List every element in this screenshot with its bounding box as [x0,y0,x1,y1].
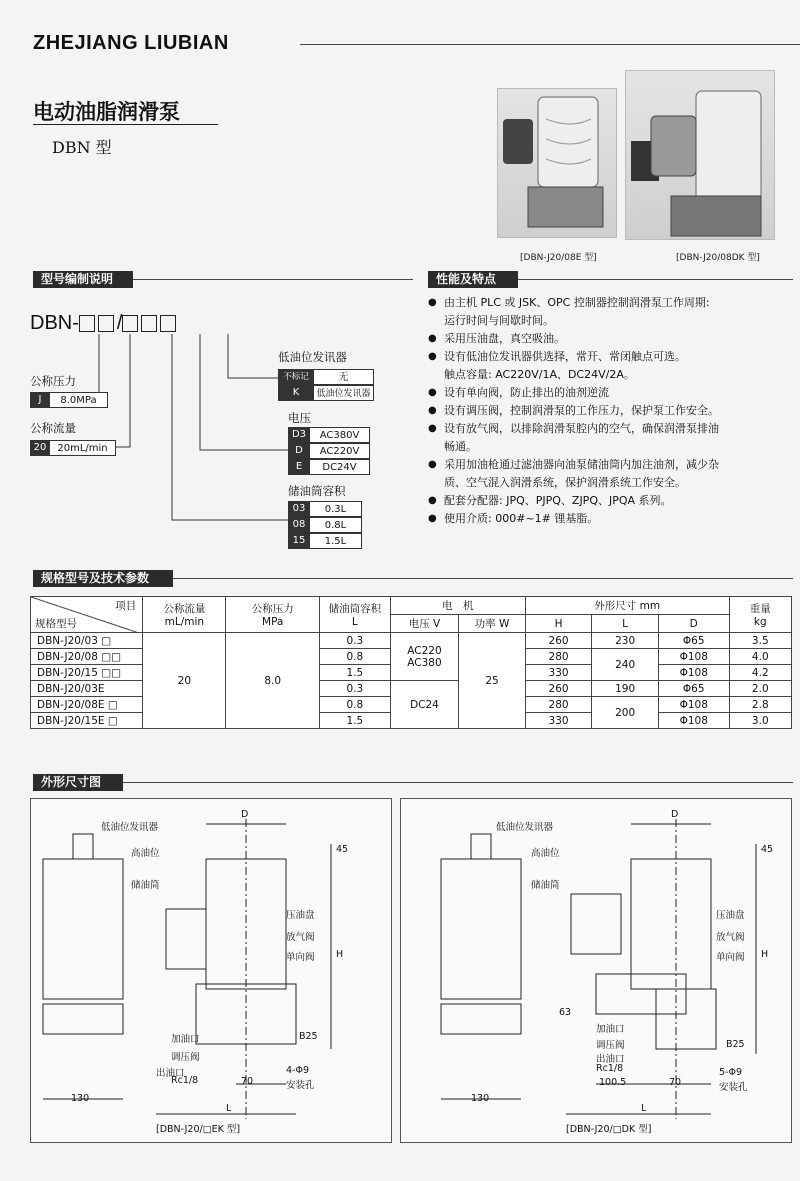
pump-icon [626,71,776,241]
header-weight: 重量 kg [729,597,791,633]
option-key: J [30,392,50,408]
list-item: ● 配套分配器: JPQ、PJPQ、ZJPQ、JPQA 系列。 [428,492,793,510]
pump-icon [498,89,618,239]
section-header-model-code: 型号编制说明 [33,271,133,288]
dim-D: D [241,809,249,820]
drawing-caption: [DBN-J20/□EK 型] [156,1124,241,1135]
volume-options [288,501,362,549]
label-low-level: 低油位发讯器 [496,822,554,833]
label-thread: Rc1/8 [596,1063,624,1074]
label-high-level: 高油位 [131,848,160,859]
label-mount: 安装孔 [719,1082,748,1093]
list-item: ● 由主机 PLC 或 JSK、OPC 控制器控制润滑泵工作周期: [428,294,793,312]
section-header-outline: 外形尺寸图 [33,774,123,791]
dim-45: 45 [761,844,774,855]
dim-D: D [671,809,679,820]
drawing-caption: [DBN-J20/□DK 型] [566,1124,652,1135]
header-item: 项目 [115,600,137,612]
option-value: 20mL/min [50,440,116,456]
option-value: 1.5L [310,533,362,549]
header-model: 规格型号 [35,618,77,630]
dim-H: H [761,949,769,960]
table-row: DBN-J20/08E □ 0.8 280 200 Φ108 2.8 [31,697,792,713]
option-key: 不标记 [278,369,314,385]
option-value: 0.3L [310,501,362,517]
photo-caption-right: [DBN-J20/08DK 型] [676,253,760,263]
dim-45: 45 [336,844,349,855]
section-divider [173,578,793,579]
voltage-title: 电压 [288,411,311,425]
product-photo-left [497,88,617,238]
page-subtitle: DBN 型 [52,138,112,157]
option-value: 0.8L [310,517,362,533]
dim-63: 63 [559,1007,572,1018]
label-holes: 5-Φ9 [719,1067,742,1078]
brand-name: ZHEJIANG LIUBIAN [33,32,229,54]
header-dim: 外形尺寸 mm [525,597,729,615]
dim-70: 70 [669,1077,682,1088]
option-key: E [288,459,310,475]
header-motor: 电 机 [390,597,525,615]
list-item: ● 采用压油盘，真空吸油。 [428,330,793,348]
option-value: AC380V [310,427,370,443]
option-value: 低油位发讯器 [314,385,374,401]
model-prefix: DBN- [30,312,79,334]
header-H: H [525,615,592,633]
dim-L: L [641,1103,647,1114]
label-vent-valve: 放气阀 [716,932,745,943]
low-level-options [278,369,374,401]
label-fill-port: 加油口 [171,1034,200,1045]
label-fill-port: 加油口 [596,1024,625,1035]
dim-B25: B25 [726,1039,745,1050]
table-row: DBN-J20/15E □ 1.5 330 Φ108 3.0 [31,713,792,729]
section-header-spec: 规格型号及技术参数 [33,570,173,587]
list-item-continued: 运行时间与间歇时间。 [444,314,554,327]
pressure-title: 公称压力 [30,374,76,388]
voltage-options [288,427,370,475]
slash: / [116,312,123,334]
list-item-continued: 畅通。 [444,440,477,453]
table-header-row [31,597,792,615]
list-item: ● 设有放气阀，以排除润滑泵腔内的空气，确保润滑泵排油 [428,420,793,438]
outline-drawing-right [400,798,792,1143]
label-outlet: 出油口 [156,1068,185,1079]
label-low-level: 低油位发讯器 [101,822,159,833]
volume-title: 储油筒容积 [288,484,346,498]
option-value: DC24V [310,459,370,475]
spec-table [30,596,792,729]
label-mount: 安装孔 [286,1080,315,1091]
option-key: 15 [288,533,310,549]
option-key: 08 [288,517,310,533]
header-volume: 储油筒容积 L [319,597,390,633]
flow-title: 公称流量 [30,421,76,435]
section-divider [123,782,793,783]
list-item-continued: 质、空气混入润滑系统，保护润滑系统工作安全。 [444,476,686,489]
option-key: D [288,443,310,459]
dim-100-5: 100.5 [599,1077,627,1088]
section-header-features: 性能及特点 [428,271,518,288]
label-pressure-valve: 调压阀 [171,1052,200,1063]
table-row: DBN-J20/08 □□ 0.8 280 240 Φ108 4.0 [31,649,792,665]
option-value: AC220V [310,443,370,459]
label-pressure-valve: 调压阀 [596,1040,625,1051]
label-check-valve: 单向阀 [716,952,745,963]
label-press-plate: 压油盘 [716,910,745,921]
dim-130: 130 [71,1093,90,1104]
header-voltage: 电压 V [390,615,459,633]
header-pressure: 公称压力 MPa [226,597,320,633]
dim-H: H [336,949,344,960]
label-high-level: 高油位 [531,848,560,859]
label-holes: 4-Φ9 [286,1065,309,1076]
features-list [428,294,793,528]
photo-caption-left: [DBN-J20/08E 型] [520,253,597,263]
label-vent-valve: 放气阀 [286,932,315,943]
header-L: L [592,615,659,633]
corner-header [31,597,143,633]
option-value: 8.0MPa [50,392,108,408]
list-item: ● 采用加油枪通过滤油器向油泵储油筒内加注油剂，减少杂 [428,456,793,474]
list-item: ● 设有调压阀，控制润滑泵的工作压力，保护泵工作安全。 [428,402,793,420]
option-value: 无 [314,369,374,385]
option-key: D3 [288,427,310,443]
dim-130: 130 [471,1093,490,1104]
label-check-valve: 单向阀 [286,952,315,963]
label-reservoir: 储油筒 [131,880,160,891]
page-title: 电动油脂润滑泵 [33,100,180,124]
header-power: 功率 W [459,615,526,633]
dim-L: L [226,1103,232,1114]
product-photo-right [625,70,775,240]
outline-drawing-left [30,798,392,1143]
header-flow: 公称流量 mL/min [143,597,226,633]
label-reservoir: 储油筒 [531,880,560,891]
list-item: ● 使用介质: 000#~1# 锂基脂。 [428,510,793,528]
label-outlet: 出油口 [596,1054,625,1065]
dim-70: 70 [241,1076,254,1087]
table-row: DBN-J20/03 □ 20 8.0 0.3 AC220 AC380 25 260 230 Φ65 3.5 [31,633,792,649]
option-key: 20 [30,440,50,456]
model-code-leader-lines [0,0,420,560]
list-item: ● 设有单向阀，防止排出的油剂逆流 [428,384,793,402]
flow-option [30,440,116,456]
list-item-continued: 触点容量: AC220V/1A、DC24V/2A。 [444,368,635,381]
section-divider [518,279,793,280]
option-key: 03 [288,501,310,517]
option-key: K [278,385,314,401]
pressure-option [30,392,108,408]
list-item: ● 设有低油位发讯器供选择，常开、常闭触点可选。 [428,348,793,366]
label-press-plate: 压油盘 [286,910,315,921]
table-row: DBN-J20/15 □□ 1.5 330 Φ108 4.2 [31,665,792,681]
header-D: D [658,615,729,633]
dim-B25: B25 [299,1031,318,1042]
table-row: DBN-J20/03E 0.3 DC24 260 190 Φ65 2.0 [31,681,792,697]
low-level-title: 低油位发讯器 [278,350,347,364]
label-thread: Rc1/8 [171,1075,199,1086]
